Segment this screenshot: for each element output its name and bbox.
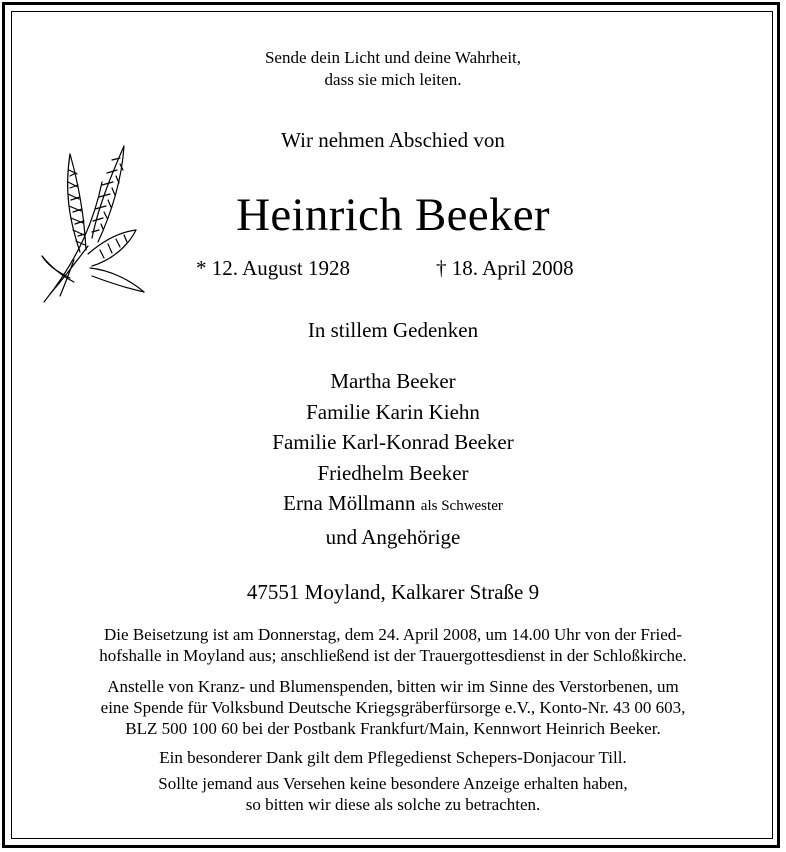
mourner-line: Friedhelm Beeker <box>317 460 469 485</box>
mourner-line: Familie Karin Kiehn <box>306 399 480 424</box>
death-date: † 18. April 2008 <box>436 256 574 280</box>
address: 47551 Moyland, Kalkarer Straße 9 <box>246 580 540 604</box>
motto <box>0 47 786 91</box>
donation-notice-line: Anstelle von Kranz- und Blumenspenden, bitten wir im Sinne des Verstorbenen, um <box>107 677 679 696</box>
funeral-notice <box>0 624 786 666</box>
mourner-line: und Angehörige <box>325 524 461 549</box>
apology-notice-line: Sollte jemand aus Versehen keine besondere Anzeige erhalten haben, <box>158 774 628 793</box>
mourner-line: Familie Karl-Konrad Beeker <box>272 430 514 454</box>
donation-notice-line: eine Spende für Volksbund Deutsche Kriegsgräberfürsorge e.V., Konto-Nr. 43 00 603, <box>100 698 686 717</box>
funeral-notice-line: hofshalle in Moyland aus; anschließend ist der Trauergottesdienst in der Schloßkirche. <box>99 646 687 665</box>
mourner-line: Martha Beeker <box>330 369 456 393</box>
remembrance-text: In stillem Gedenken <box>307 318 479 342</box>
apology-notice <box>0 773 786 815</box>
motto-line-2: dass sie mich leiten. <box>324 70 462 89</box>
thanks-notice: Ein besonderer Dank gilt dem Pflegedienst Schepers-Donjacour Till. <box>159 748 627 767</box>
mourners-list <box>0 366 786 552</box>
apology-notice-line: so bitten wir diese als solche zu betrachten. <box>245 795 541 814</box>
mourner-note: als Schwester <box>420 498 503 514</box>
wheat-icon <box>40 142 148 304</box>
birth-date: * 12. August 1928 <box>196 256 351 280</box>
donation-notice <box>0 676 786 739</box>
deceased-name: Heinrich Beeker <box>236 189 550 241</box>
motto-line-1: Sende dein Licht und deine Wahrheit, <box>264 48 522 67</box>
mourner-line: Erna Möllmann als Schwester <box>283 491 503 515</box>
funeral-notice-line: Die Beisetzung ist am Donnerstag, dem 24. April 2008, um 14.00 Uhr von der Fried- <box>104 625 682 644</box>
intro-text: Wir nehmen Abschied von <box>281 128 505 152</box>
donation-notice-line: BLZ 500 100 60 bei der Postbank Frankfurt/Main, Kennwort Heinrich Beeker. <box>125 719 661 738</box>
